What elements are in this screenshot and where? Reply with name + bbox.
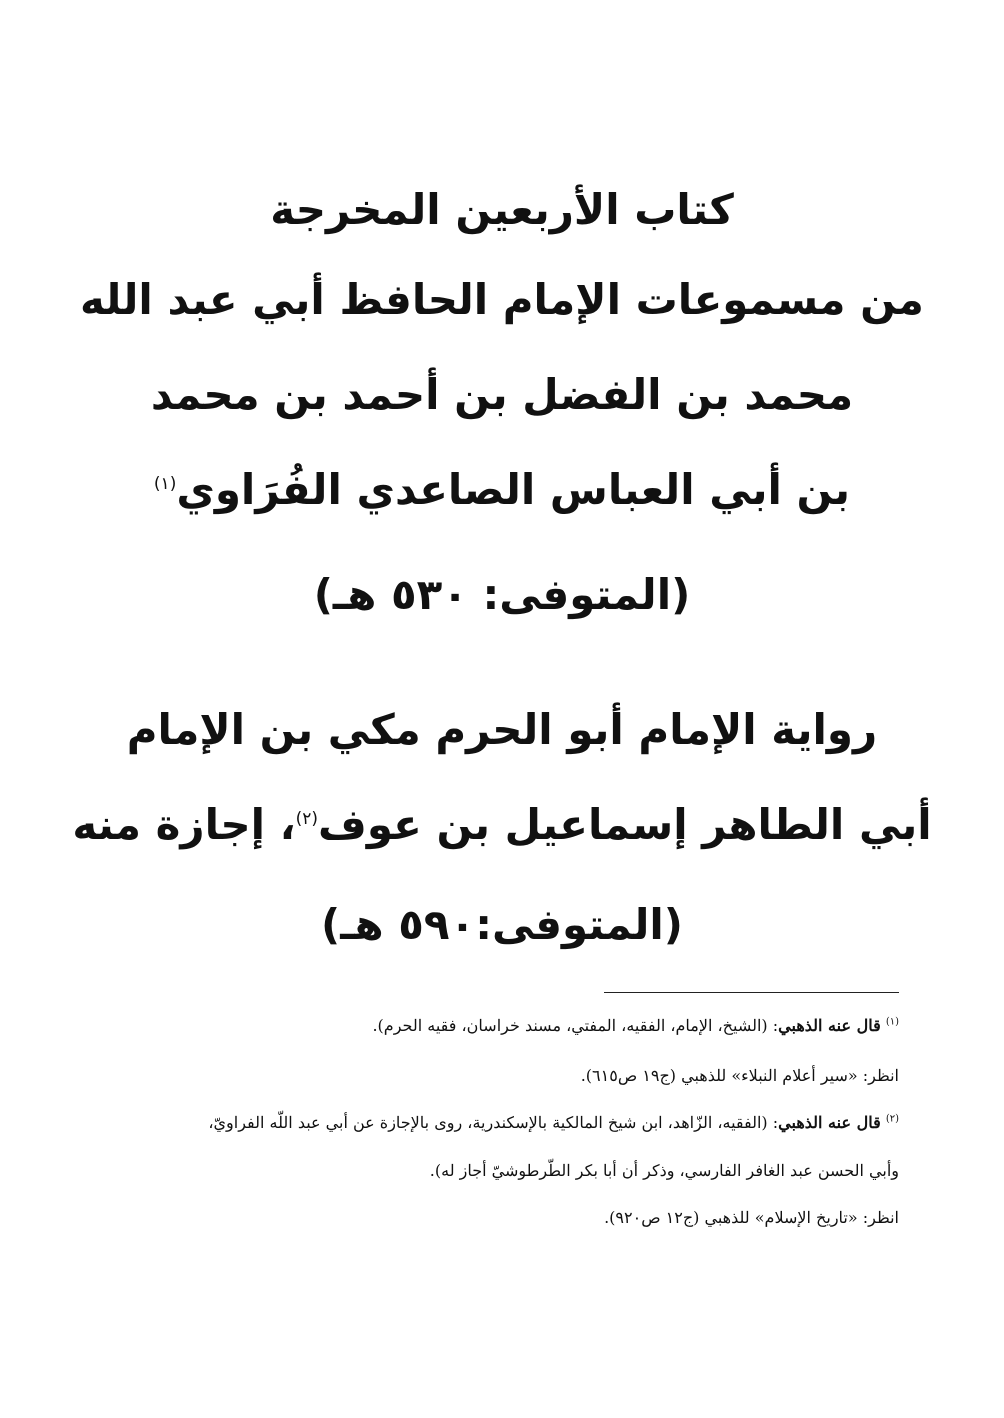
footnote-2-number: (٢) xyxy=(885,1113,899,1125)
narrator-name: أبي الطاهر إسماعيل بن عوف xyxy=(318,800,932,849)
narration-ijaza: ، إجازة منه xyxy=(72,800,296,849)
footnote-marker-1[interactable]: (١) xyxy=(153,474,177,494)
footnote-1 xyxy=(100,1013,899,1039)
title-line-3: محمد بن الفضل بن أحمد بن محمد xyxy=(150,370,854,419)
author-death-date: (المتوفى: ٥٣٠ هـ) xyxy=(313,570,691,619)
footnote-2-text: : (الفقيه، الزّاهد، ابن شيخ المالكية بالإسكندرية، روى بالإجازة عن أبي عبد اللّه الفراويّ، xyxy=(208,1113,779,1132)
footnote-2-reference: انظر: «تاريخ الإسلام» للذهبي (ج١٢ ص٩٢٠). xyxy=(604,1208,899,1227)
footnote-2-lead: قال عنه الذهبي xyxy=(778,1113,881,1132)
book-title: كتاب الأربعين المخرجة xyxy=(270,185,734,234)
title-line-2: من مسموعات الإمام الحافظ أبي عبد الله xyxy=(80,275,924,324)
footnote-2-continuation: وأبي الحسن عبد الغافر الفارسي، وذكر أن أبا بكر الطّرطوشيّ أجاز له). xyxy=(429,1161,899,1180)
footnote-1-text: : (الشيخ، الإمام، الفقيه، المفتي، مسند خراسان، فقيه الحرم). xyxy=(372,1016,779,1035)
footnote-1-number: (١) xyxy=(885,1016,899,1028)
footnote-1-lead: قال عنه الذهبي xyxy=(778,1016,881,1035)
footnote-separator xyxy=(604,992,899,993)
footnote-marker-2[interactable]: (٢) xyxy=(295,809,319,829)
footnote-2 xyxy=(100,1110,899,1136)
narrator-death-date: (المتوفى:٥٩٠ هـ) xyxy=(321,900,683,949)
footnote-1-reference: انظر: «سير أعلام النبلاء» للذهبي (ج١٩ ص٦١٥). xyxy=(580,1066,899,1085)
author-name: بن أبي العباس الصاعدي الفُرَاوي xyxy=(176,465,851,514)
narration-line-1: رواية الإمام أبو الحرم مكي بن الإمام xyxy=(126,705,878,754)
title-line-4 xyxy=(60,460,944,520)
narration-line-2 xyxy=(60,795,944,855)
